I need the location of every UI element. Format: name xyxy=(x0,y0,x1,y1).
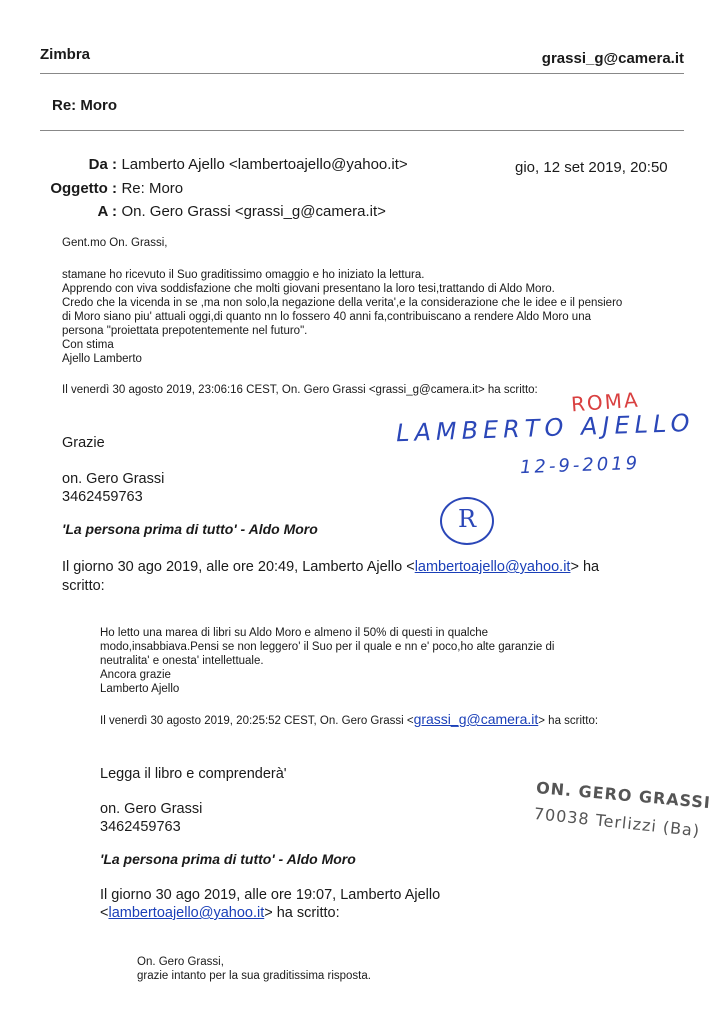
handwritten-city: ROMA xyxy=(570,387,641,417)
app-name: Zimbra xyxy=(40,46,91,63)
body-line: Apprendo con viva soddisfazione che molti giovani presentano la loro tesi,trattando di Aldo Moro. xyxy=(62,283,555,295)
reply-text-1: Grazie xyxy=(62,435,105,451)
signature-name-2: on. Gero Grassi xyxy=(100,801,203,817)
greeting: Gent.mo On. Grassi, xyxy=(62,237,168,249)
handwritten-circle xyxy=(440,497,494,545)
nested-line: Ho letto una marea di libri su Aldo Moro e almeno il 50% di questi in qualche xyxy=(100,627,489,639)
quote-header-4-suffix: > ha scritto: xyxy=(264,905,340,921)
recipient-email-link[interactable]: grassi_g@camera.it xyxy=(413,711,539,727)
stamp-line-1: ON. GERO GRASSI xyxy=(535,778,712,813)
from-value: Lamberto Ajello <lambertoajello@yahoo.it> xyxy=(121,156,408,173)
sender-email-link-2[interactable]: lambertoajello@yahoo.it xyxy=(108,905,265,921)
motto-2: 'La persona prima di tutto' - Aldo Moro xyxy=(100,851,356,867)
to-value: On. Gero Grassi <grassi_g@camera.it> xyxy=(121,203,386,220)
quote-header-4-line2 xyxy=(100,904,340,922)
account-email: grassi_g@camera.it xyxy=(541,50,684,67)
nested-line: Ancora grazie xyxy=(100,669,171,681)
quote-header-3 xyxy=(100,712,598,728)
final-text xyxy=(137,955,371,983)
handwritten-date: 12-9-2019 xyxy=(519,452,641,479)
quote-header-4-prefix: < xyxy=(100,905,109,921)
message-date: gio, 12 set 2019, 20:50 xyxy=(515,159,668,176)
quote-header-4: Il giorno 30 ago 2019, alle ore 19:07, Lamberto Ajello xyxy=(100,887,441,903)
reply-text-2: Legga il libro e comprenderà' xyxy=(100,766,287,782)
subject-title: Re: Moro xyxy=(52,97,117,114)
subject-row xyxy=(37,180,183,198)
from-row xyxy=(37,156,408,174)
signature-phone-1: 3462459763 xyxy=(62,489,143,505)
sender-email-link[interactable]: lambertoajello@yahoo.it xyxy=(414,559,571,575)
body-text xyxy=(62,268,622,366)
subject-value: Re: Moro xyxy=(121,180,184,197)
quote-header-2-line2: scritto: xyxy=(62,578,105,594)
quote-header-1: Il venerdì 30 agosto 2019, 23:06:16 CEST, On. Gero Grassi <grassi_g@camera.it> ha scritto: xyxy=(62,384,538,396)
nested-line: modo,insabbiava.Pensi se non leggero' il Suo per il quale e nn e' poco,ho alte garanzie di xyxy=(100,641,555,653)
final-line: grazie intanto per la sua graditissima risposta. xyxy=(137,970,371,982)
to-row xyxy=(37,203,386,221)
handwritten-name: LAMBERTO AJELLO xyxy=(395,408,695,448)
body-line: Con stima xyxy=(62,339,114,351)
handwritten-circle-letter: R xyxy=(457,505,477,533)
subject-divider xyxy=(40,130,684,131)
nested-line: Lamberto Ajello xyxy=(100,683,180,695)
nested-line: neutralita' e onesta' intellettuale. xyxy=(100,655,264,667)
quote-header-3-suffix: > ha scritto: xyxy=(538,715,599,727)
body-line: Credo che la vicenda in se ,ma non solo,la negazione della verita',e la considerazione che le idee e il pensiero xyxy=(62,297,623,309)
signature-name-1: on. Gero Grassi xyxy=(62,471,165,487)
nested-text xyxy=(100,626,554,696)
quote-header-2-suffix: > ha xyxy=(570,559,600,575)
quote-header-3-prefix: Il venerdì 30 agosto 2019, 20:25:52 CEST, On. Gero Grassi < xyxy=(100,715,414,727)
quote-header-2-prefix: Il giorno 30 ago 2019, alle ore 20:49, Lamberto Ajello < xyxy=(62,559,415,575)
signature-phone-2: 3462459763 xyxy=(100,819,181,835)
final-line: On. Gero Grassi, xyxy=(137,956,224,968)
body-line: di Moro siano piu' attuali oggi,di quanto nn lo fossero 40 anni fa,contribuiscano a rendere Aldo Moro una xyxy=(62,311,591,323)
header-divider xyxy=(40,73,684,74)
motto-1: 'La persona prima di tutto' - Aldo Moro xyxy=(62,521,318,537)
to-label: A : xyxy=(97,203,117,220)
subject-label: Oggetto : xyxy=(50,180,117,197)
quote-header-2 xyxy=(62,558,599,576)
body-line: Ajello Lamberto xyxy=(62,353,142,365)
stamp-line-2: 70038 Terlizzi (Ba) xyxy=(533,804,702,841)
from-label: Da : xyxy=(88,156,117,173)
body-line: persona "proiettata prepotentemente nel futuro". xyxy=(62,325,308,337)
body-line: stamane ho ricevuto il Suo graditissimo omaggio e ho iniziato la lettura. xyxy=(62,269,425,281)
